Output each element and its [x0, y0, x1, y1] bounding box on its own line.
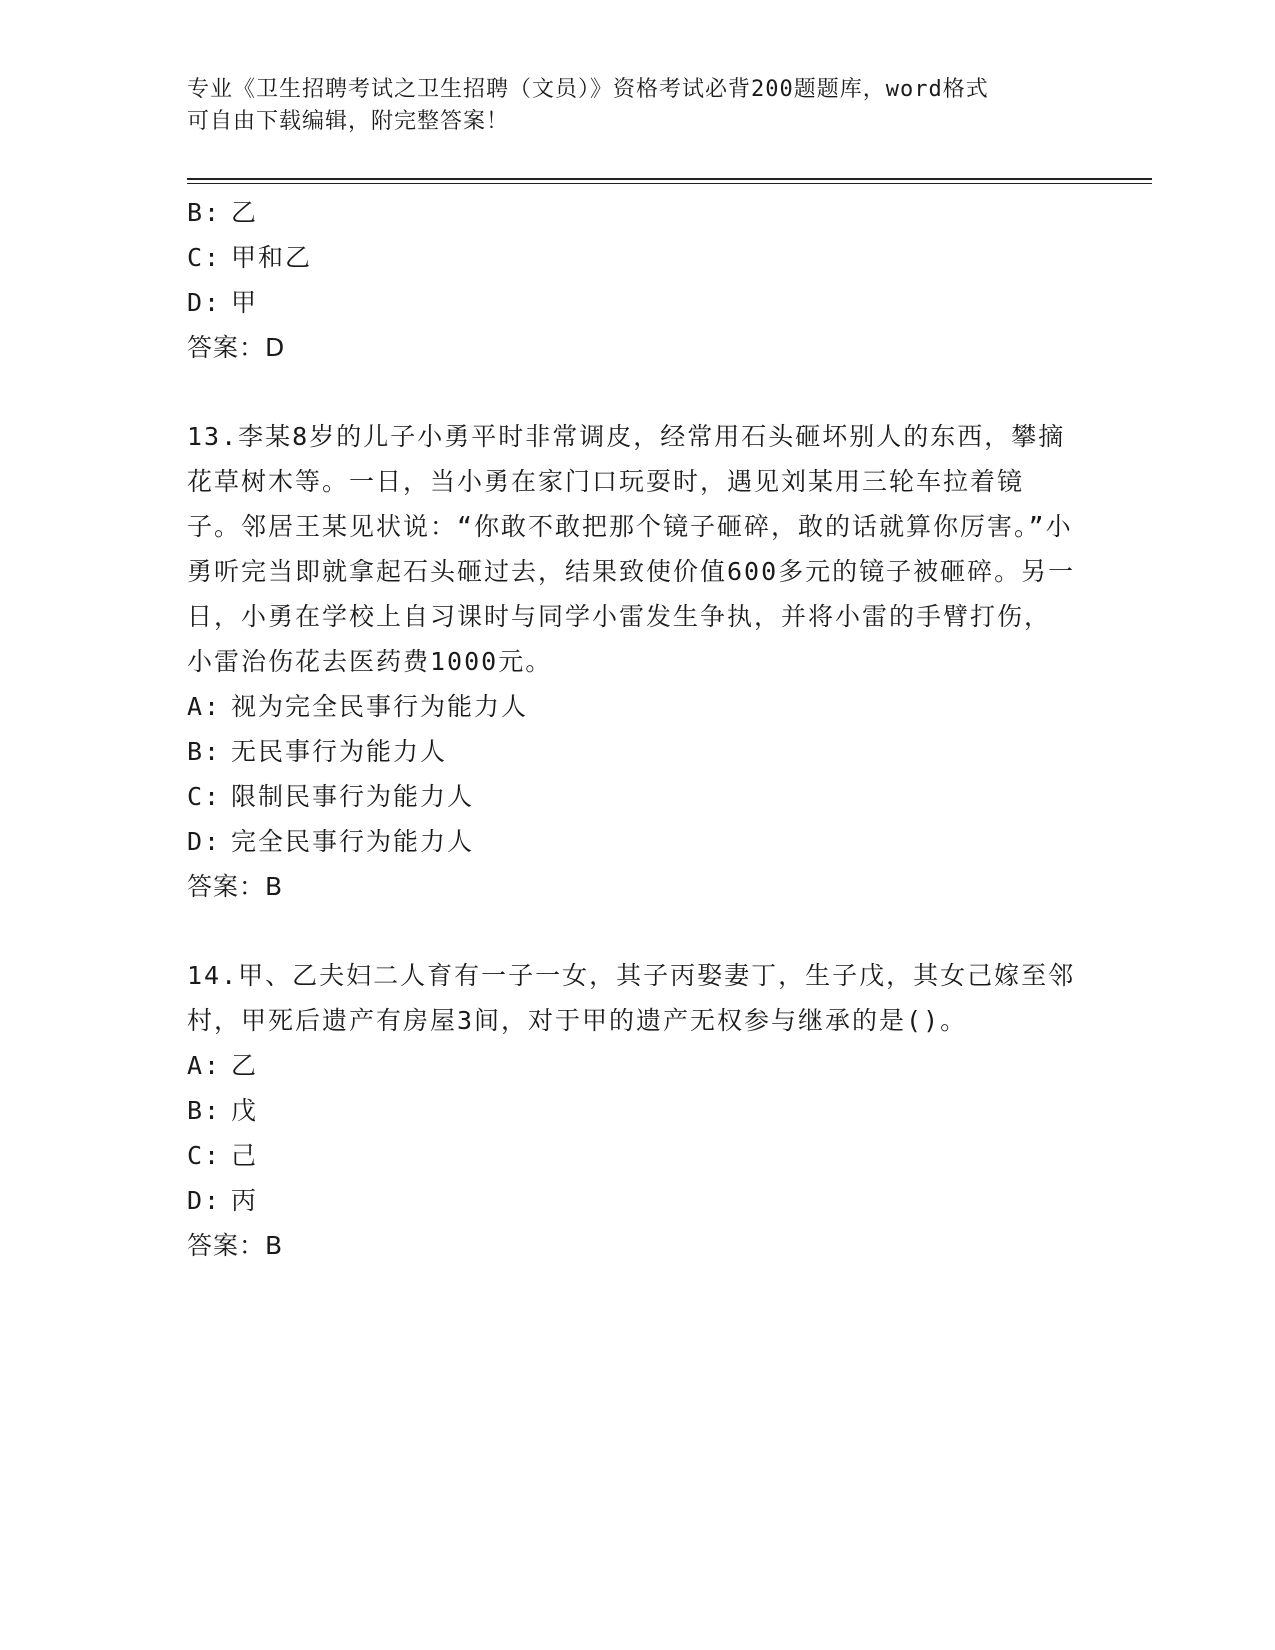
answer-line: 答案：B	[187, 1231, 284, 1260]
question-text: 13.李某8岁的儿子小勇平时非常调皮，经常用石头砸坏别人的东西，攀摘花草树木等。一日，当小勇在家门口玩耍时，遇见刘某用三轮车拉着镜子。邻居王某见状说：“你敢不敢把那个镜子砸碎，敢的话就算你厉害。”小勇听完当即就拿起石头砸过去，结果致使价值600多元的镜子被砸碎。另一日，小勇在学校上自习课时与同学小雷发生争执，并将小雷的手臂打伤，小雷治伤花去医药费1000元。	[187, 422, 1076, 676]
header-divider-thick	[187, 178, 1152, 180]
option-text: 乙	[231, 1051, 259, 1080]
option-text: 甲和乙	[231, 243, 313, 272]
option-text: 甲	[231, 288, 259, 317]
question-text: 14.甲、乙夫妇二人育有一子一女，其子丙娶妻丁，生子戊，其女己嫁至邻村，甲死后遗产有房屋3间，对于甲的遗产无权参与继承的是()。	[187, 961, 1076, 1035]
header-divider-thin	[187, 183, 1152, 184]
header-line-1: 专业《卫生招聘考试之卫生招聘（文员）》资格考试必背200题题库，word格式	[187, 77, 989, 102]
answer-line: 答案：B	[187, 872, 284, 901]
option-letter: B:	[187, 1096, 222, 1125]
option-a	[187, 1043, 1087, 1088]
document-body	[187, 190, 1087, 1268]
header-line-2: 可自由下载编辑，附完整答案！	[187, 109, 510, 134]
option-c	[187, 235, 1087, 280]
option-letter: C:	[187, 1141, 222, 1170]
option-b	[187, 729, 1087, 774]
option-letter: C:	[187, 782, 222, 811]
option-d	[187, 1178, 1087, 1223]
document-header	[187, 74, 1087, 138]
option-letter: D:	[187, 288, 222, 317]
option-letter: D:	[187, 827, 222, 856]
option-c	[187, 1133, 1087, 1178]
option-text: 无民事行为能力人	[231, 737, 448, 766]
option-letter: C:	[187, 243, 222, 272]
question-12-continuation	[187, 190, 1087, 370]
option-d	[187, 819, 1087, 864]
answer-line: 答案：D	[187, 333, 286, 362]
option-letter: A:	[187, 692, 222, 721]
option-letter: B:	[187, 737, 222, 766]
option-text: 戊	[231, 1096, 259, 1125]
option-b	[187, 190, 1087, 235]
option-letter: D:	[187, 1186, 222, 1215]
option-text: 视为完全民事行为能力人	[231, 692, 529, 721]
option-a	[187, 684, 1087, 729]
option-b	[187, 1088, 1087, 1133]
option-letter: B:	[187, 198, 222, 227]
option-text: 乙	[231, 198, 259, 227]
question-14	[187, 953, 1087, 1268]
option-text: 完全民事行为能力人	[231, 827, 475, 856]
option-c	[187, 774, 1087, 819]
option-text: 限制民事行为能力人	[231, 782, 475, 811]
option-letter: A:	[187, 1051, 222, 1080]
option-d	[187, 280, 1087, 325]
option-text: 丙	[231, 1186, 259, 1215]
question-13	[187, 414, 1087, 909]
option-text: 己	[231, 1141, 259, 1170]
